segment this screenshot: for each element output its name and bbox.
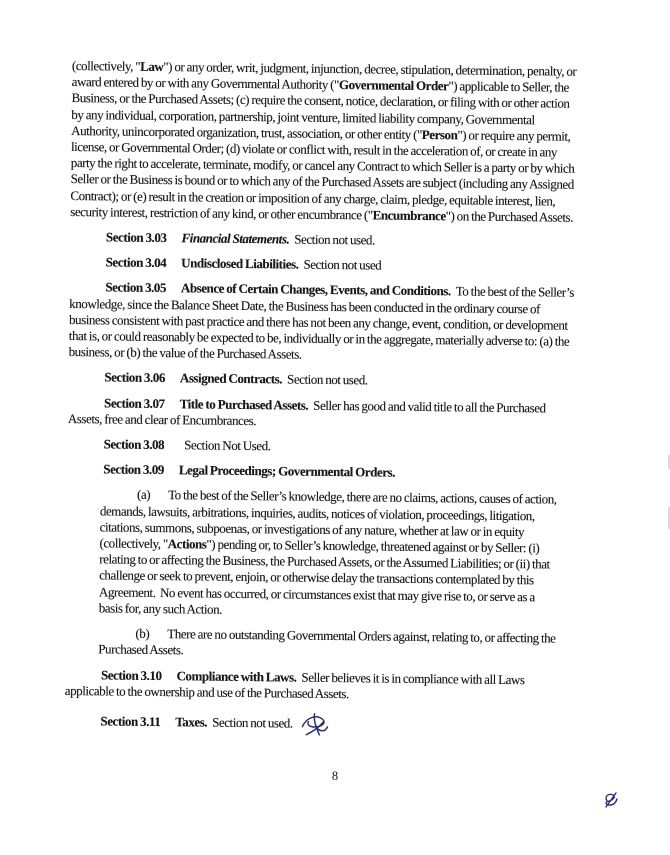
intro-text-segment: ") applicable to Seller, the Business, or the Purchased Assets; (c) require the consent, notice, declaration, or filing with or other action by any individual, corporation, partnership, joint venture, limited liability company, Governmental Authority, unincorporated organization, trust, association, or other entity (" — [71, 78, 570, 142]
document-text-block — [64, 58, 579, 750]
page-number: 8 — [331, 769, 339, 783]
section-body: Section not used — [303, 256, 382, 273]
section-title: Undisclosed Liabilities. — [181, 255, 299, 272]
paragraph-label: (a) — [136, 487, 151, 503]
section-body: Section not used. — [294, 231, 375, 248]
section-title: Legal Proceedings; Governmental Orders. — [178, 462, 396, 480]
section-number: Section 3.07 — [104, 395, 165, 411]
section-number: Section 3.10 — [100, 666, 162, 683]
defined-term-actions: Actions — [167, 536, 207, 552]
intro-text-segment: ") or require any permit, license, or Governmental Order; (d) violate or conflict with, result in the acceleration of, or create in any party the right to accelerate, terminate, modify, or cancel any Contract to which Seller is a party or by which Seller or the Business is bound or to which any of the Purchased Assets are subject (including any Assigned Contract); or (e) result in the creation or imposition of any charge, claim, pledge, equitable interest, lien, security interest, restriction of any kind, or other encumbrance (" — [70, 127, 575, 223]
defined-term-encumbrance: Encumbrance — [372, 207, 446, 224]
initials-ink-mark — [602, 791, 622, 809]
section-title: Assigned Contracts. — [179, 370, 283, 387]
section-3-03 — [70, 229, 577, 251]
defined-term-person: Person — [421, 126, 458, 143]
defined-term-governmental-order: Governmental Order — [338, 77, 449, 94]
paragraph-text-segment: To the best of the Seller’s knowledge, there are no claims, actions, causes of action, demands, lawsuits, arbitrations, inquiries, audits, notices of violation, proceedings, litigation, citations, summons, subpoenas, or investigations of any nature, whether at law or in equity (collectively, " — [99, 487, 557, 552]
section-title: Absence of Certain Changes, Events, and Conditions. — [180, 280, 451, 299]
section-body: Section not used. — [212, 714, 293, 731]
section-body: Section not used. — [287, 371, 368, 388]
section-3-10 — [65, 666, 572, 704]
paragraph-text-segment: There are no outstanding Governmental Orders against, relating to, or affecting the Purchased Assets. — [98, 626, 556, 658]
intro-paragraph — [70, 58, 579, 226]
section-3-09 — [67, 461, 574, 483]
section-title: Title to Purchased Assets. — [179, 395, 309, 413]
intro-text-segment: ") or any order, writ, judgment, injunction, decree, stipulation, determination, penalty, or award entered by or with any Governmental Authority (" — [71, 59, 577, 93]
section-title: Taxes. — [175, 714, 208, 730]
section-number: Section 3.06 — [104, 369, 166, 386]
paragraph-label: (b) — [135, 625, 150, 642]
section-body: Seller believes it is in compliance with all Laws applicable to the ownership and use of the Purchased Assets. — [64, 669, 525, 701]
defined-term-law: Law — [140, 58, 164, 75]
section-3-09-paragraph-b — [98, 625, 556, 663]
section-title: Financial Statements. — [181, 230, 290, 247]
section-body: To the best of the Seller’s knowledge, since the Balance Sheet Date, the Business has been conducted in the ordinary course of business consistent with past practice and there has not been any change, event, condition, or development that is, or could reasonably be expected to be, individually or in the aggregate, materially adverse to: (a) the business, or (b) the value of the Purchased Assets. — [68, 283, 575, 362]
section-body: Section Not Used. — [184, 437, 271, 454]
section-number: Section 3.11 — [100, 713, 161, 729]
section-3-04 — [70, 254, 577, 276]
inline-ink-scribble-mark — [300, 711, 332, 738]
section-number: Section 3.05 — [105, 279, 167, 296]
section-title: Compliance with Laws. — [176, 667, 297, 685]
paragraph-text-segment: ") pending or, to Seller’s knowledge, threatened against or by Seller: (i) relating to or affecting the Business, the Purchased Assets, or the Assumed Liabilities; or (ii) that challenge or seek to prevent, enjoin, or otherwise delay the transactions contemplated by this Agreement. No event has occurred, or circumstances exist that may give rise to, or serve as a basis for, any such Action. — [98, 536, 550, 617]
section-3-11 — [64, 708, 571, 741]
section-number: Section 3.04 — [105, 254, 167, 271]
section-number: Section 3.03 — [105, 229, 167, 246]
section-3-06 — [68, 369, 575, 391]
section-3-08 — [68, 436, 575, 458]
section-3-05 — [69, 279, 577, 366]
section-number: Section 3.09 — [103, 461, 164, 478]
section-3-09-paragraph-a — [99, 487, 558, 622]
intro-text-segment: ") on the Purchased Assets. — [445, 208, 574, 225]
section-3-07 — [68, 395, 575, 433]
section-number: Section 3.08 — [103, 436, 165, 453]
section-body: Seller has good and valid title to all the Purchased Assets, free and clear of Encumbrances. — [67, 397, 546, 428]
intro-text-segment: (collectively, " — [71, 58, 141, 74]
